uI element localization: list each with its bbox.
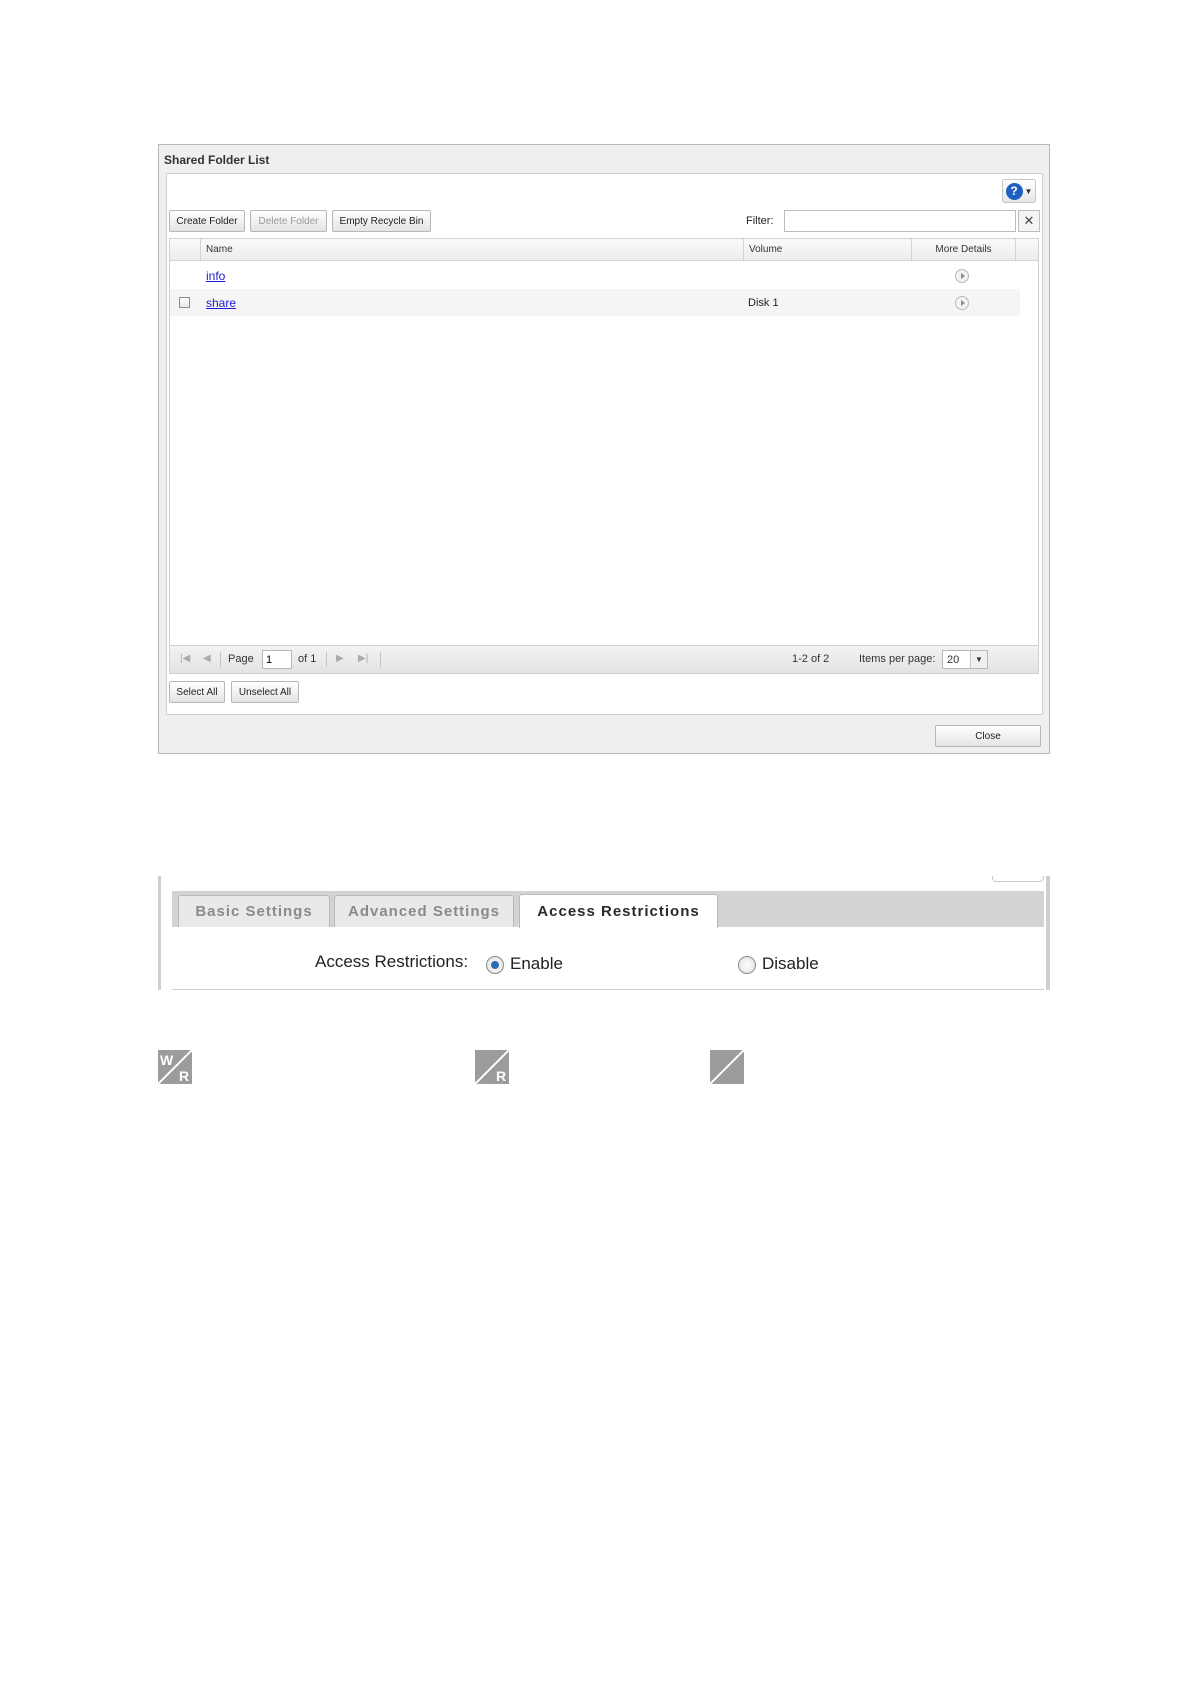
write-letter: W <box>160 1052 174 1068</box>
last-page-icon[interactable]: ▶| <box>358 653 369 664</box>
page-number-input[interactable] <box>262 650 292 669</box>
filter-input[interactable] <box>784 210 1016 232</box>
column-header-name[interactable]: Name <box>200 239 743 260</box>
chevron-down-icon: ▼ <box>1024 186 1033 196</box>
play-arrow-icon[interactable] <box>955 269 969 283</box>
panel-border <box>1046 876 1050 990</box>
filter-label: Filter: <box>746 215 774 227</box>
enable-radio-label[interactable]: Enable <box>510 954 563 973</box>
read-letter: R <box>179 1068 190 1084</box>
table-row <box>170 289 1020 316</box>
close-icon: ✕ <box>1023 213 1035 228</box>
unselect-all-button[interactable]: Unselect All <box>231 681 299 703</box>
page-count-label: of 1 <box>298 653 317 665</box>
folder-name-share[interactable]: share <box>206 295 237 310</box>
folder-table <box>169 238 1039 646</box>
shared-folder-list-dialog <box>158 144 1050 754</box>
share-settings-panel <box>158 876 1050 990</box>
enable-radio[interactable] <box>486 956 504 974</box>
help-button[interactable] <box>1002 179 1036 203</box>
checkbox[interactable] <box>179 297 190 308</box>
column-header-volume[interactable]: Volume <box>743 239 911 260</box>
table-row <box>170 262 1020 289</box>
chevron-down-icon[interactable]: ▼ <box>970 651 987 668</box>
read-write-icon <box>158 1050 192 1084</box>
pagination-bar <box>169 646 1039 674</box>
table-header <box>170 239 1038 261</box>
folder-name-link[interactable] <box>206 289 236 316</box>
panel-border <box>158 876 161 990</box>
disable-radio-label[interactable]: Disable <box>762 954 819 973</box>
empty-recycle-bin-button[interactable]: Empty Recycle Bin <box>332 210 431 232</box>
no-access-icon <box>710 1050 744 1084</box>
column-header-spacer <box>1015 239 1037 260</box>
folder-volume: Disk 1 <box>748 296 779 309</box>
tab-basic-settings[interactable]: Basic Settings <box>178 895 330 927</box>
disable-radio[interactable] <box>738 956 756 974</box>
select-all-button[interactable]: Select All <box>169 681 225 703</box>
clear-filter-button[interactable] <box>1018 210 1040 232</box>
divider <box>380 652 381 667</box>
read-only-icon <box>475 1050 509 1084</box>
play-arrow-icon[interactable] <box>955 296 969 310</box>
read-letter: R <box>496 1068 507 1084</box>
divider <box>326 652 327 667</box>
panel-corner <box>992 876 1044 882</box>
delete-folder-button[interactable]: Delete Folder <box>250 210 327 232</box>
dialog-body <box>166 173 1043 715</box>
items-per-page-select[interactable] <box>942 650 988 669</box>
items-per-page-value: 20 <box>947 653 960 666</box>
items-per-page-label: Items per page: <box>859 653 936 665</box>
create-folder-button[interactable]: Create Folder <box>169 210 245 232</box>
tab-advanced-settings[interactable]: Advanced Settings <box>334 895 514 927</box>
dialog-title: Shared Folder List <box>164 153 270 167</box>
row-checkbox[interactable] <box>179 289 190 316</box>
more-details-button[interactable] <box>955 289 969 316</box>
tab-access-restrictions[interactable]: Access Restrictions <box>519 894 718 928</box>
folder-name-info[interactable]: info <box>206 268 226 283</box>
item-range-text: 1-2 of 2 <box>792 653 830 665</box>
close-button[interactable]: Close <box>935 725 1041 747</box>
folder-name-link[interactable] <box>206 262 225 289</box>
page-label: Page <box>228 653 254 665</box>
divider <box>220 652 221 667</box>
more-details-button[interactable] <box>955 262 969 289</box>
panel-divider <box>172 989 1044 990</box>
first-page-icon[interactable]: |◀ <box>180 653 191 664</box>
column-header-more-details: More Details <box>911 239 1015 260</box>
access-restrictions-label: Access Restrictions: <box>315 952 469 971</box>
next-page-icon[interactable]: ▶ <box>336 653 344 664</box>
previous-page-icon[interactable]: ◀ <box>203 653 211 664</box>
help-icon: ? <box>1006 183 1023 200</box>
